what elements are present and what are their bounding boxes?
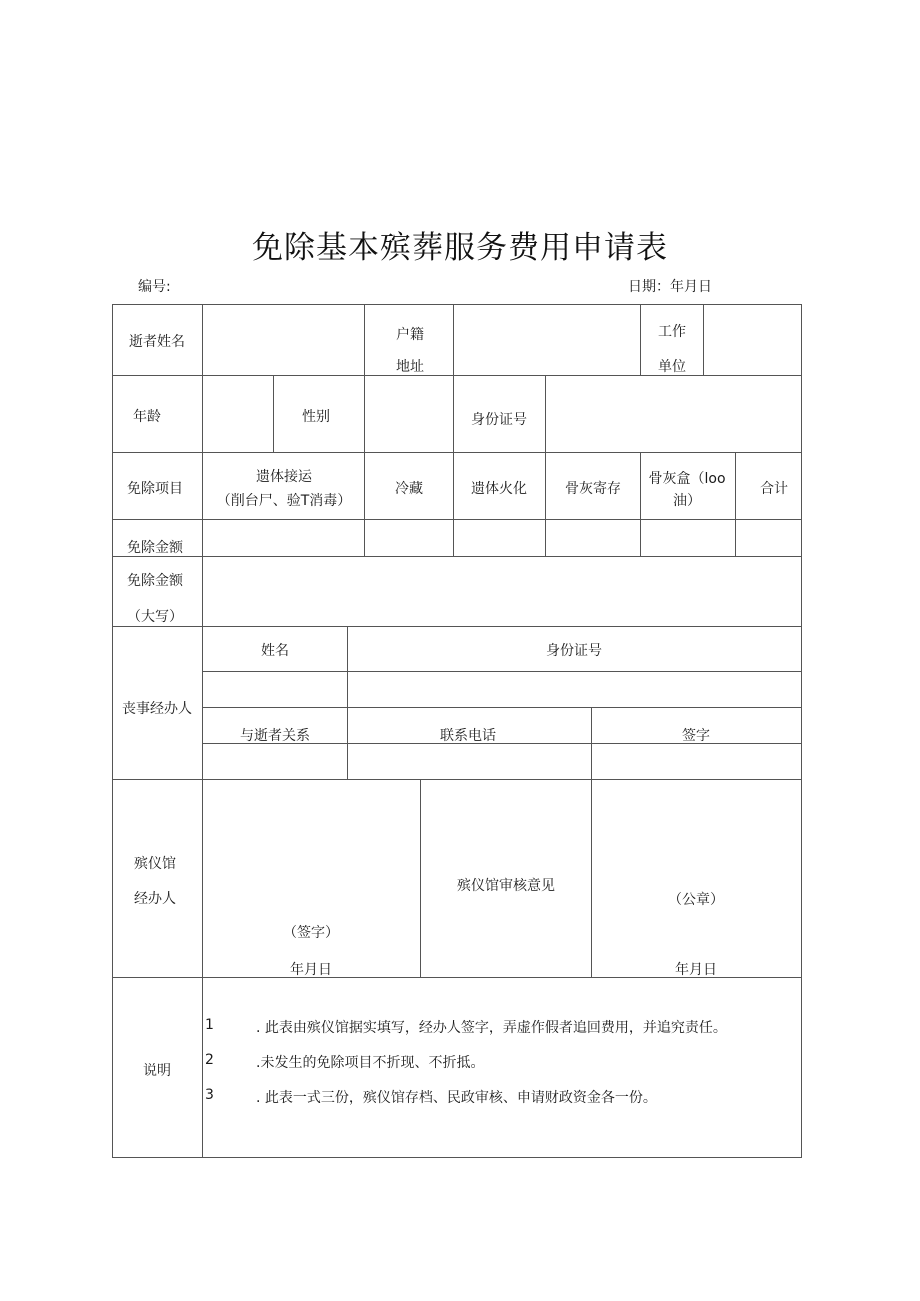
id-number-label: 身份证号 [471, 412, 527, 428]
transport-amount-input[interactable] [202, 519, 365, 557]
household-address-input[interactable] [453, 304, 641, 376]
note-text-3: . 此表一式三份，殡仪馆存档、民政审核、申请财政资金各一份。 [256, 1090, 657, 1106]
funeral-home-label-line1: 殡仪馆 [134, 856, 176, 872]
work-unit-label-line1: 工作 [658, 324, 686, 340]
note-number-1: 1 [205, 1017, 214, 1033]
note-number-2: 2 [205, 1052, 214, 1068]
refrigeration-label: 冷藏 [395, 481, 423, 497]
id-number-input[interactable] [545, 375, 802, 453]
agent-id-label: 身份证号 [546, 643, 602, 659]
total-amount-input[interactable] [735, 519, 802, 557]
note-text-2: .未发生的免除项目不折现、不折抵。 [256, 1055, 485, 1071]
form-title: 免除基本殡葬服务费用申请表 [252, 230, 668, 266]
age-label: 年龄 [133, 409, 161, 425]
sign-placeholder: （签字） [283, 925, 339, 941]
cremation-label: 遗体火化 [471, 481, 527, 497]
agent-id-input[interactable] [347, 671, 802, 708]
gender-input[interactable] [364, 375, 454, 453]
work-unit-input[interactable] [703, 304, 802, 376]
total-label: 合计 [760, 481, 788, 497]
date-label: 日期：年月日 [628, 279, 712, 295]
urn-amount-input[interactable] [640, 519, 736, 557]
ash-storage-label: 骨灰寄存 [565, 481, 621, 497]
work-unit-label-line2: 单位 [658, 359, 686, 375]
funeral-home-label-line2: 经办人 [134, 891, 176, 907]
refrigeration-amount-input[interactable] [364, 519, 454, 557]
deceased-name-input[interactable] [202, 304, 365, 376]
seal-date: 年月日 [675, 962, 717, 978]
exempt-amount-uppercase-line1: 免除金额 [127, 573, 183, 589]
relation-label: 与逝者关系 [240, 728, 310, 744]
serial-number-label: 编号: [138, 279, 171, 295]
exempt-amount-uppercase-line2: （大写） [127, 609, 183, 625]
age-input[interactable] [202, 375, 274, 453]
signature-label: 签字 [682, 728, 710, 744]
funeral-home-sign-area[interactable] [202, 779, 421, 978]
agent-label: 丧事经办人 [122, 701, 192, 717]
exempt-amount-label: 免除金额 [127, 540, 183, 556]
seal-area[interactable] [591, 779, 802, 978]
note-text-1: . 此表由殡仪馆据实填写，经办人签字，弄虚作假者追回费用，并追究责任。 [256, 1020, 727, 1036]
phone-label: 联系电话 [440, 728, 496, 744]
notes-label: 说明 [143, 1063, 171, 1079]
transport-label-line1: 遗体接运 [256, 469, 312, 485]
household-label-line2: 地址 [396, 359, 424, 375]
urn-label-line1: 骨灰盒（loo [648, 471, 726, 487]
urn-label-line2: 油） [673, 493, 701, 509]
deceased-name-label: 逝者姓名 [129, 334, 185, 350]
signature-input[interactable] [591, 743, 802, 780]
relation-input[interactable] [202, 743, 348, 780]
sign-date: 年月日 [290, 962, 332, 978]
note-number-3: 3 [205, 1087, 214, 1103]
funeral-home-agent-label-cell [112, 779, 203, 978]
gender-label: 性别 [302, 409, 330, 425]
exempt-items-label: 免除项目 [127, 481, 183, 497]
seal-placeholder: （公章） [668, 892, 724, 908]
phone-input[interactable] [347, 743, 592, 780]
household-label-line1: 户籍 [396, 327, 424, 343]
agent-name-label: 姓名 [261, 643, 289, 659]
transport-label-line2: （削台尸、验T消毒） [216, 493, 352, 509]
cremation-amount-input[interactable] [453, 519, 546, 557]
agent-name-input[interactable] [202, 671, 348, 708]
amount-uppercase-input[interactable] [202, 556, 802, 627]
review-opinion-label: 殡仪馆审核意见 [457, 878, 555, 894]
ash-storage-amount-input[interactable] [545, 519, 641, 557]
